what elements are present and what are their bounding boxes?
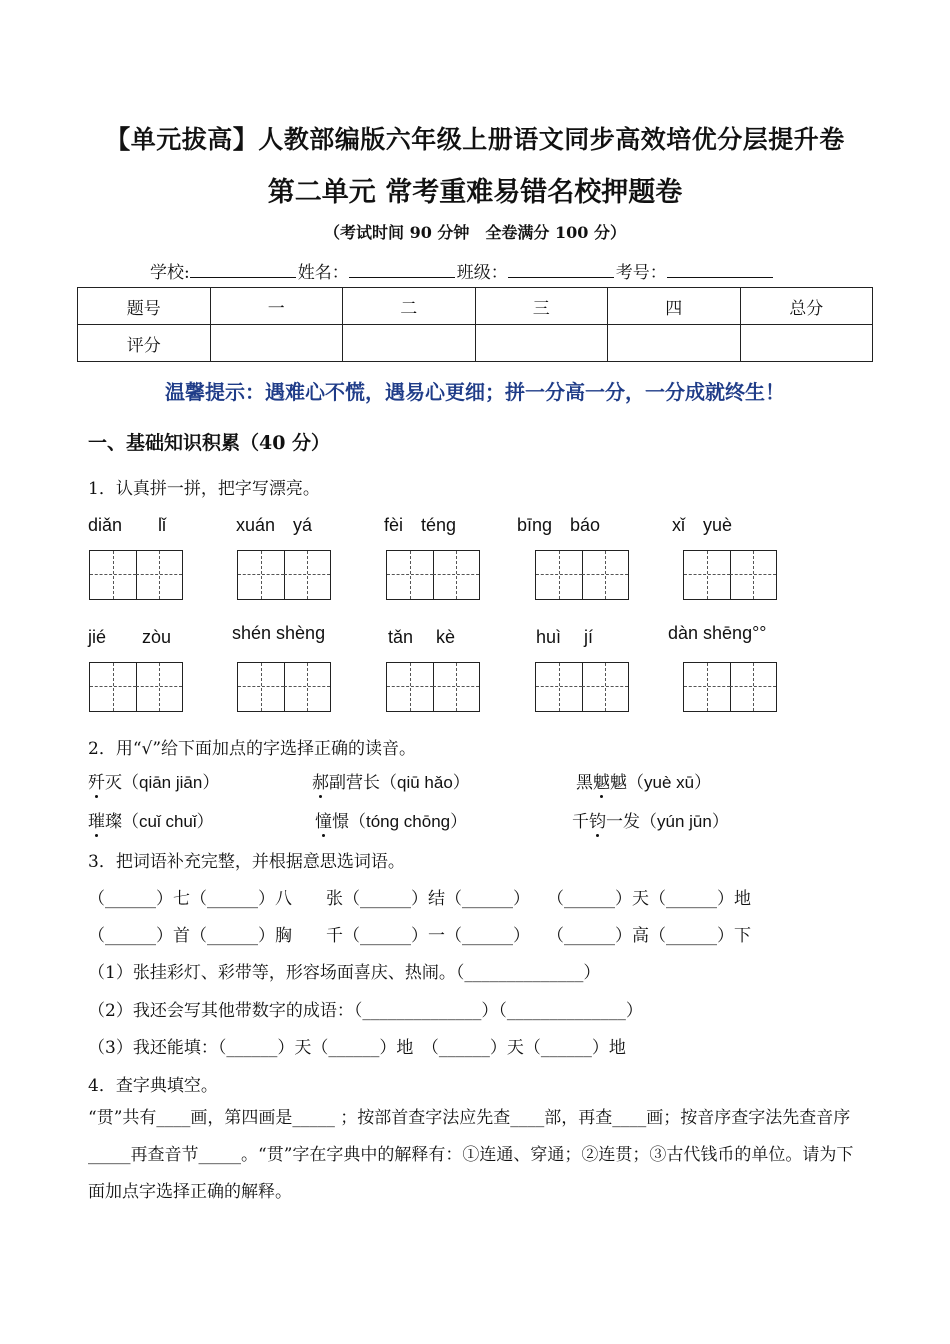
name-label: 姓名： xyxy=(297,263,349,283)
writing-grid[interactable] xyxy=(89,550,183,600)
idiom-fill-line[interactable]: （______）七（______）八 张（______）结（______） （______）天（______）地 xyxy=(88,889,751,909)
pinyin-options[interactable]: （yuè xū） xyxy=(627,773,712,792)
sub-question[interactable]: （3）我还能填：（______）天（______）地 （______）天（______）地 xyxy=(88,1038,626,1058)
dotted-character: 璀 xyxy=(88,807,105,832)
word-suffix: 副营长 xyxy=(329,773,380,793)
row-label-cell: 评分 xyxy=(78,325,211,362)
pinyin-label: bīng báo xyxy=(517,515,601,535)
pinyin-options[interactable]: （cuǐ chuǐ） xyxy=(122,812,214,831)
score-cell[interactable] xyxy=(740,325,873,362)
score-cell[interactable] xyxy=(475,325,608,362)
name-blank[interactable] xyxy=(349,263,455,278)
pinyin-options[interactable]: （tóng chōng） xyxy=(349,812,468,831)
word-prefix: 千 xyxy=(572,812,589,832)
question-4-text[interactable]: “贯”共有____画，第四画是_____ ；按部首查字法应先查____部，再查____画；按音序查字法先查音序_____再查音节_____。“贯”字在字典中的解释有：①连通、穿通；②连贯；③古代钱币的单位。请为下面加点字选择正确的解释。 xyxy=(88,1108,854,1202)
word-suffix: 魆 xyxy=(610,773,627,793)
table-header-cell: 二 xyxy=(343,288,476,325)
score-cell[interactable] xyxy=(210,325,343,362)
class-label: 班级： xyxy=(456,263,508,283)
table-header-cell: 三 xyxy=(475,288,608,325)
reading-choice-item xyxy=(312,768,470,793)
score-table-header-row xyxy=(78,288,873,325)
pinyin-label: huì jí xyxy=(536,627,594,647)
school-label: 学校: xyxy=(150,263,190,283)
word-suffix: 璨 xyxy=(105,812,122,832)
writing-grid[interactable] xyxy=(535,550,629,600)
dotted-character: 钧 xyxy=(589,807,606,832)
reading-choice-item xyxy=(572,807,729,832)
pinyin-label: fèi téng xyxy=(384,515,457,535)
word-prefix: 黑 xyxy=(576,773,593,793)
reading-choice-item xyxy=(576,768,711,793)
pinyin-label: tǎn kè xyxy=(388,627,456,647)
section-heading: 一、基础知识积累（40 分） xyxy=(88,432,331,454)
writing-grid[interactable] xyxy=(535,662,629,712)
exam-info: （考试时间 90 分钟 全卷满分 100 分） xyxy=(324,223,626,242)
class-blank[interactable] xyxy=(508,263,614,278)
pinyin-options[interactable]: （qiū hǎo） xyxy=(380,773,470,792)
table-header-cell: 总分 xyxy=(740,288,873,325)
reading-choice-item xyxy=(88,768,219,793)
pinyin-label: jié zòu xyxy=(88,627,172,647)
writing-grid[interactable] xyxy=(386,662,480,712)
writing-grid[interactable] xyxy=(683,662,777,712)
word-suffix: 一发 xyxy=(606,812,640,832)
score-table xyxy=(77,287,873,362)
pinyin-options[interactable]: （yún jūn） xyxy=(640,812,729,831)
reading-choice-item xyxy=(88,807,214,832)
exam-no-label: 考号： xyxy=(615,263,667,283)
school-blank[interactable] xyxy=(190,263,296,278)
reading-choice-item xyxy=(315,807,467,832)
tip-banner: 温馨提示：遇难心不慌，遇易心更细；拼一分高一分，一分成就终生！ xyxy=(165,380,785,404)
pinyin-label: shén shèng xyxy=(232,623,326,643)
sub-question[interactable]: （1）张挂彩灯、彩带等，形容场面喜庆、热闹。（______________） xyxy=(88,963,601,983)
table-header-cell: 题号 xyxy=(78,288,211,325)
question-3-prompt: 3．把词语补充完整，并根据意思选词语。 xyxy=(88,852,405,872)
pinyin-label: diǎn lǐ xyxy=(88,515,167,535)
dotted-character: 郝 xyxy=(312,768,329,793)
dotted-character: 憧 xyxy=(315,807,332,832)
table-header-cell: 四 xyxy=(608,288,741,325)
question-4-prompt: 4．查字典填空。 xyxy=(88,1076,218,1096)
score-cell[interactable] xyxy=(343,325,476,362)
sub-question[interactable]: （2）我还会写其他带数字的成语：（______________）（______________） xyxy=(88,1001,643,1021)
pinyin-label: xǐ yuè xyxy=(672,515,733,535)
writing-grid[interactable] xyxy=(89,662,183,712)
score-cell[interactable] xyxy=(608,325,741,362)
score-table-row xyxy=(78,325,873,362)
pinyin-options[interactable]: （qiān jiān） xyxy=(122,773,220,792)
document-subtitle: 第二单元 常考重难易错名校押题卷 xyxy=(267,177,683,208)
writing-grid[interactable] xyxy=(237,550,331,600)
word-suffix: 灭 xyxy=(105,773,122,793)
idiom-fill-line[interactable]: （______）首（______）胸 千（______）一（______） （______）高（______）下 xyxy=(88,926,751,946)
writing-grid[interactable] xyxy=(683,550,777,600)
pinyin-label: xuán yá xyxy=(236,515,313,535)
word-suffix: 憬 xyxy=(332,812,349,832)
writing-grid[interactable] xyxy=(237,662,331,712)
document-title: 【单元拔高】人教部编版六年级上册语文同步高效培优分层提升卷 xyxy=(105,125,845,154)
pinyin-label: dàn shēng°° xyxy=(668,623,767,643)
table-header-cell: 一 xyxy=(210,288,343,325)
dotted-character: 魆 xyxy=(593,768,610,793)
exam-no-blank[interactable] xyxy=(667,263,773,278)
writing-grid[interactable] xyxy=(386,550,480,600)
student-info-line xyxy=(150,258,775,283)
question-2-prompt: 2．用“√”给下面加点的字选择正确的读音。 xyxy=(88,739,417,759)
question-1-prompt: 1．认真拼一拼，把字写漂亮。 xyxy=(88,479,320,499)
dotted-character: 歼 xyxy=(88,768,105,793)
